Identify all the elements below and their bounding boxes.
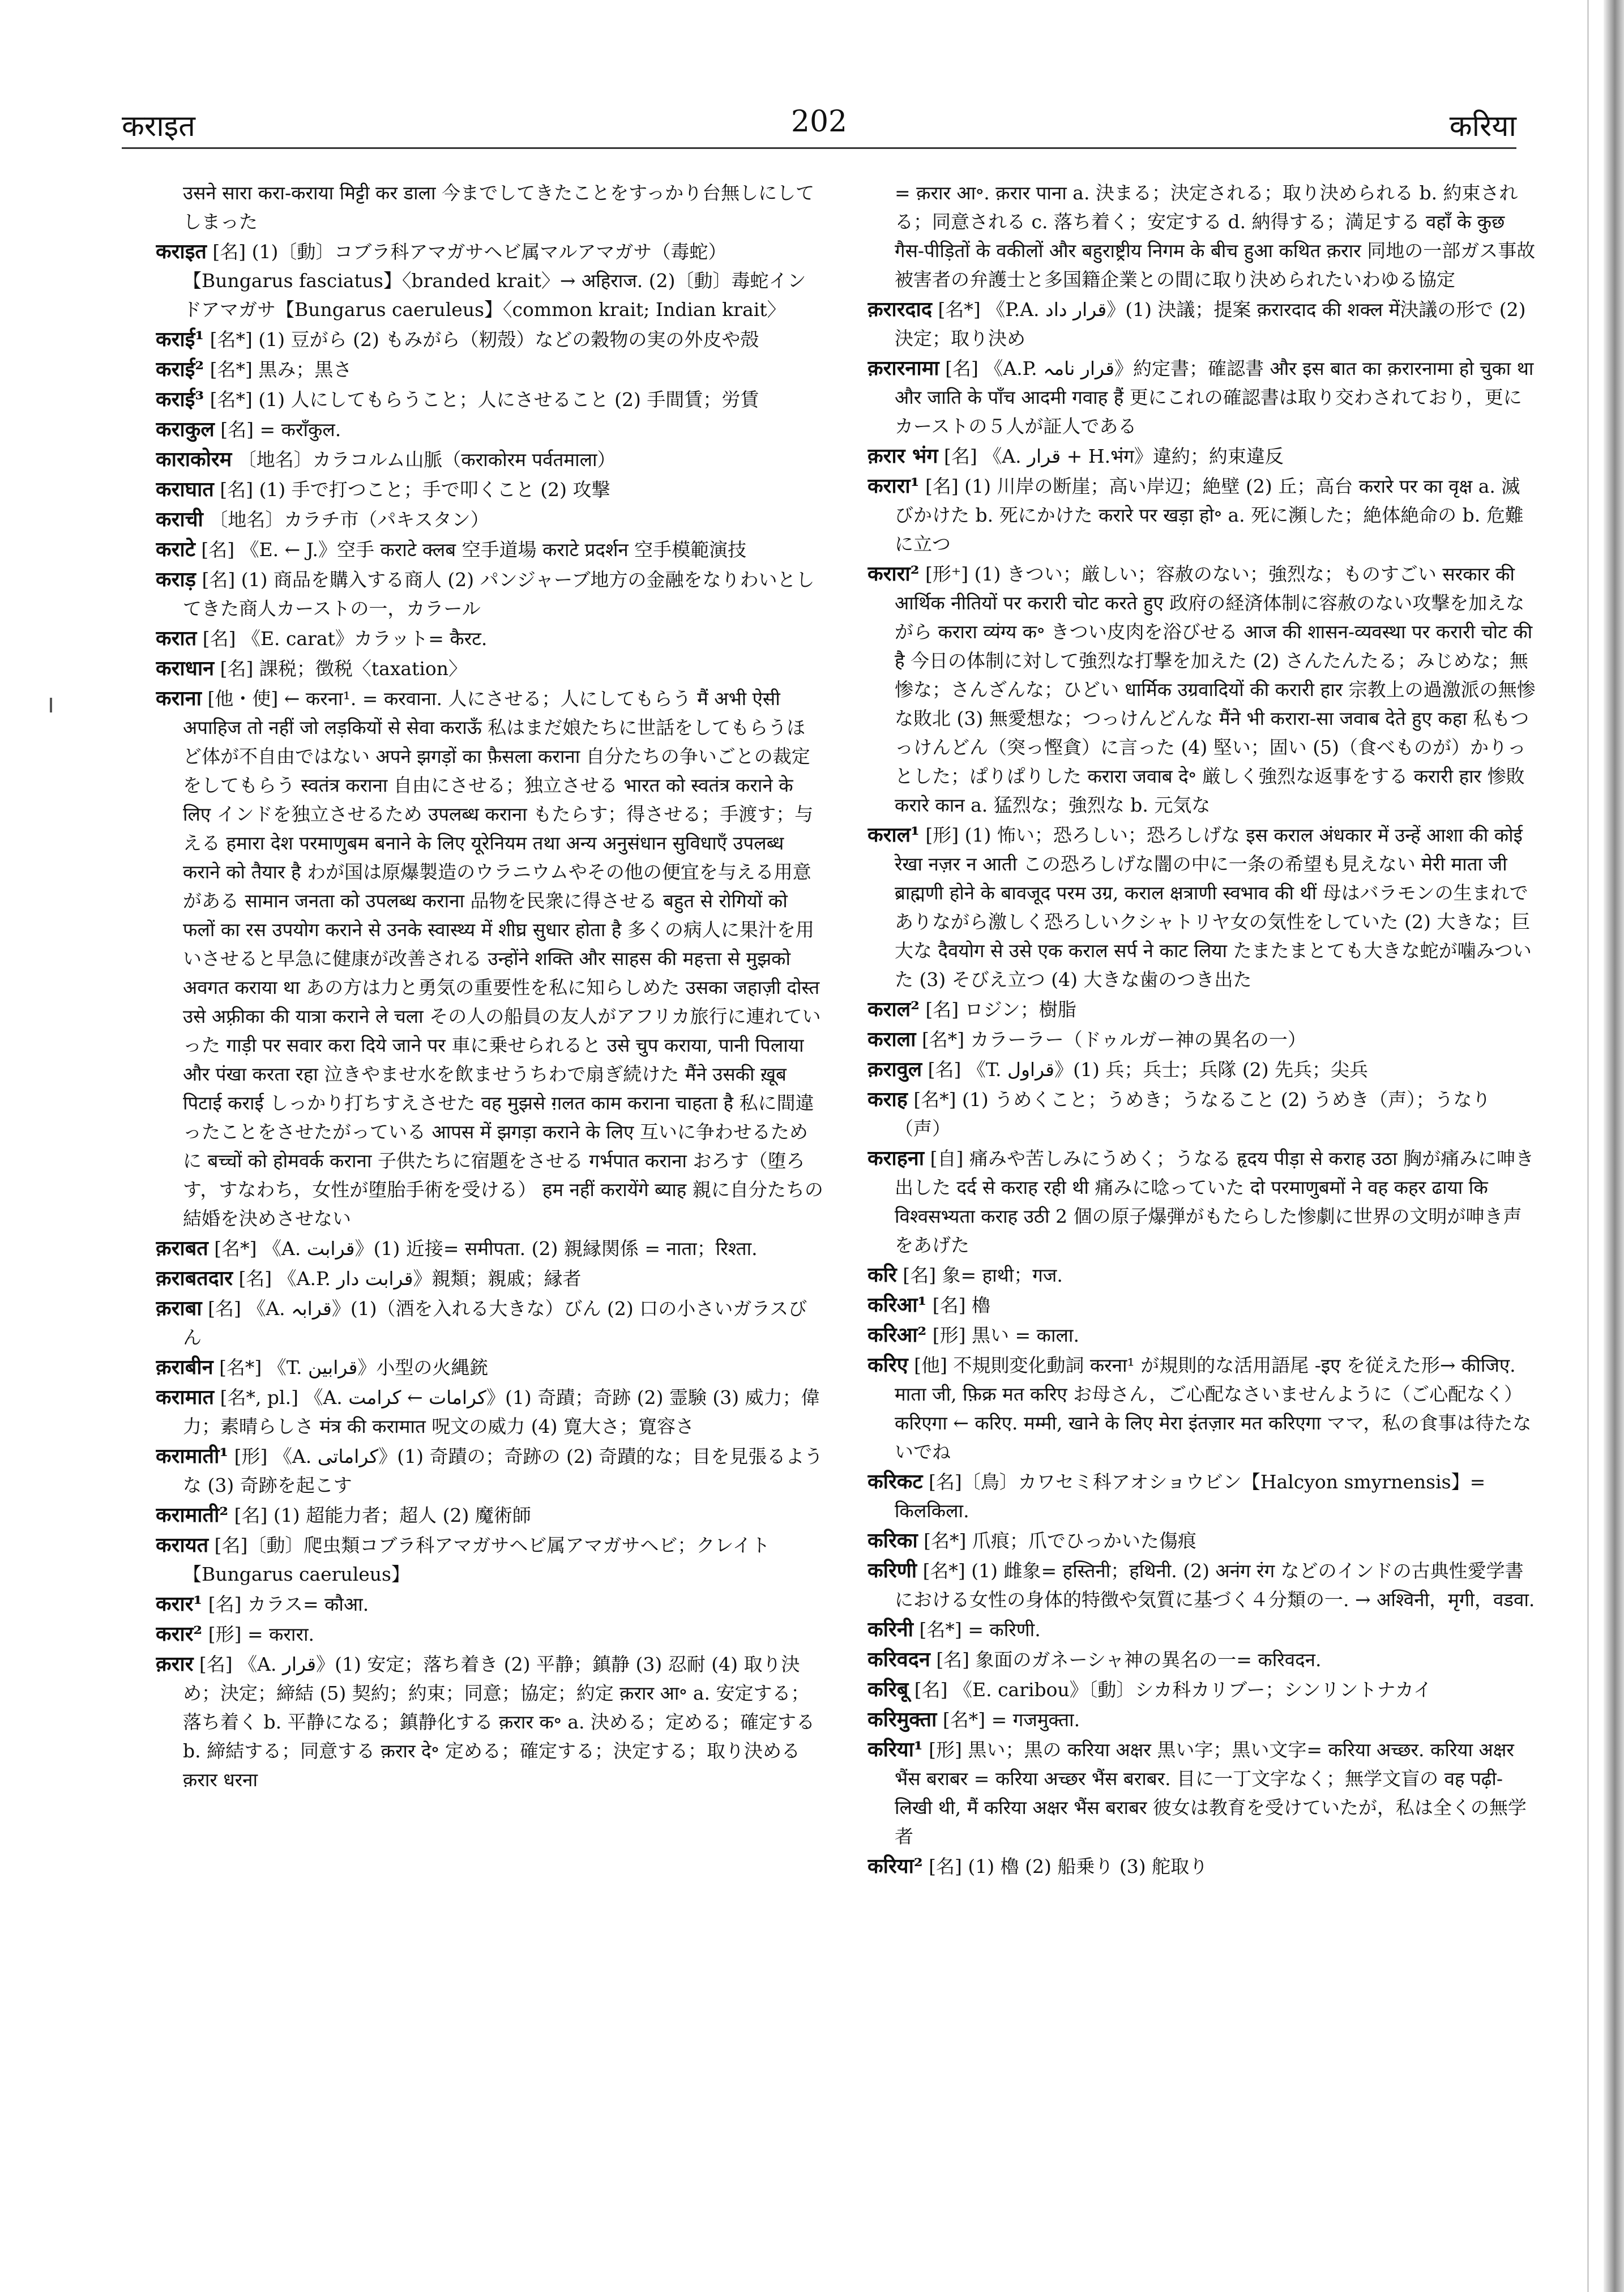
entry-headword: कराई³ [156,387,204,411]
entry-definition: उसने सारा करा-कराया मिट्टी कर डाला 今までしてきたことをすっかり台無しにしてしまった [183,182,815,233]
dictionary-entry [867,1467,1536,1525]
entry-headword: करिनी [867,1617,914,1641]
entry-headword: क़राबत [156,1236,208,1260]
entry-headword: कराड़ [156,567,196,591]
entry-headword: कराला [867,1027,916,1051]
entry-definition: [形] 黒い = काला. [932,1324,1079,1346]
entry-definition: [名] = कराँकुल. [220,419,341,441]
dictionary-entry [867,995,1536,1024]
dictionary-entry [867,1085,1536,1143]
dictionary-entry [867,442,1536,471]
dictionary-entry [156,325,824,354]
dictionary-entry [156,355,824,384]
entry-headword: कराल¹ [867,823,920,847]
entry-headword: करार² [156,1622,203,1646]
dictionary-entry [867,354,1536,441]
entry-headword: करिबू [867,1678,909,1701]
dictionary-entry [867,1705,1536,1734]
entry-headword: करिका [867,1529,918,1552]
entry-definition: [名]〔鳥〕カワセミ科アオショウビン【Halcyon smyrnensis】= किलकिला. [895,1471,1486,1522]
running-header [122,105,1516,149]
entry-definition: [他・使] ← करना¹. = करवाना. 人にさせる；人にしてもらう मैं अभी ऐसी अपाहिज तो नहीं जो लड़कियों से सेवा कराऊँ 私はまだ娘たちに世話をしてもらうほど体が不自由ではない अपने झगड़ों का फ़ैसला कराना 自分たちの争いごとの裁定をしてもらう स्वतंत्र कराना 自由にさせる；独立させる भारत को स्वतंत्र कराने के लिए インドを独立させるため उपलब्ध कराना もたらす；得させる；手渡す；与える हमारा देश परमाणुबम बनाने के लिए यूरेनियम तथा अन्य अनुसंधान सुविधाएँ उपलब्ध कराने को तैयार है わが国は原爆製造のウラニウムやその他の便宜を与える用意がある सामान जनता को उपलब्ध कराना 品物を民衆に得させる बहुत से रोगियों को फलों का रस उपयोग कराने से उनके स्वास्थ्य में शीघ्र सुधार होता है 多くの病人に果汁を用いさせると早急に健康が改善される उन्होंने शक्ति और साहस की महत्ता से मुझको अवगत कराया था あの方は力と勇気の重要性を私に知らしめた उसका जहाज़ी दोस्त उसे अफ़्रीका की यात्रा कराने ले चला その人の船員の友人がアフリカ旅行に連れていった गाड़ी पर सवार करा दिये जाने पर 車に乗せられると उसे चुप कराया, पानी पिलाया और पंखा करता रहा 泣きやませ水を飲ませうちわで扇ぎ続けた मैंने उसकी ख़ूब पिटाई कराई しっかり打ちすえさせた वह मुझसे ग़लत काम कराना चाहता है 私に間違ったことをさせたがっている आपस में झगड़ा कराने के लिए 互いに争わせるために बच्चों को होमवर्क कराना 子供たちに宿題をさせる गर्भपात कराना おろす（堕ろす，すなわち，女性が堕胎手術を受ける） हम नहीं करायेंगे ब्याह 親に自分たちの結婚を決めさせない [183,688,823,1230]
entry-headword: क़राबतदार [156,1266,233,1290]
entry-definition: [名*] (1) 雌象= हस्तिनी；हथिनी. (2) अनंग रंग などのインドの古典性愛学書における女性の身体的特徴や気質に基づく４分類の一. → अश्विनी，मृगी，वडवा. [895,1560,1535,1611]
entry-headword: काराकोरम [156,447,232,471]
entry-headword: करि [867,1263,897,1287]
entry-headword: कराधान [156,656,215,680]
entry-definition: [名] 《T. قراول》(1) 兵；兵士；兵隊 (2) 先兵；尖兵 [928,1058,1369,1081]
entry-definition: [形⁺] (1) きつい；厳しい；容赦のない；強烈な；ものすごい सरकार की आर्थिक नीतियों पर करारी चोट करते हुए 政府の経済体制に容赦のない攻撃を加えながら करारा व्यंग्य क॰ きつい皮肉を浴びせる आज की शासन-व्यवस्था पर करारी चोट की है 今日の体制に対して強烈な打撃を加えた (2) さんたんたる；みじめな；無惨な；さんざんな；ひどい धार्मिक उग्रवादियों की करारी हार 宗教上の過激派の無惨な敗北 (3) 無愛想な；つっけんどんな मैंने भी करारा-सा जवाब देते हुए कहा 私もつっけんどん（突っ慳貪）に言った (4) 堅い；固い (5)（食べものが）かりっとした；ぱりぱりした करारा जवाब दे॰ 厳しく強烈な返事をする करारी हार 惨敗 करारे कान a. 猛烈な；強烈な b. 元気な [895,563,1536,816]
entry-headword: क़रार भंग [867,444,938,468]
entry-definition: [名] 《A. قرار》(1) 安定；落ち着き (2) 平静；鎮静 (3) 忍耐 (4) 取り決め；決定；締結 (5) 契約；約束；同意；協定；約定 क़रार आ॰ a. 安定する；落ち着く b. 平静になる；鎮静化する क़रार क॰ a. 決める；定める；確定する b. 締結する；同意する क़रार दे॰ 定める；確定する；決定する；取り決める क़रार धरना [183,1653,815,1791]
entry-definition: [他] 不規則変化動詞 करना¹ が規則的な活用語尾 -इए を従えた形→ कीजिए. माता जी, फ़िक्र मत करिए お母さん，ご心配なさいませんように（ご心配なく） करिएगा ← करिए. मम्मी, खाने के लिए मेरा इंतज़ार मत करिएगा ママ，私の食事は待たないでね [895,1354,1532,1463]
entry-headword: करारा² [867,562,920,586]
dictionary-entry [867,472,1536,558]
dictionary-entry [156,1383,824,1441]
entry-definition: [形] (1) 怖い；恐ろしい；恐ろしげな इस कराल अंधकार में उन्हें आशा की कोई रेखा नज़र न आती この恐ろしげな闇の中に一条の希望も見えない मेरी माता जी ब्राह्मणी होने के बावजूद परम उग्र, कराल क्षत्राणी स्वभाव की थीं 母はバラモンの生まれでありながら激しく恐ろしいクシャトリヤ女の気性をしていた (2) 大きな；巨大な दैवयोग से उसे एक कराल सर्प ने काट लिया たまたまとても大きな蛇が噛みついた (3) そびえ立つ (4) 大きな歯のつき出た [895,824,1532,991]
entry-definition: [名*] 黒み；黒さ [210,358,352,381]
dictionary-entry [156,1590,824,1619]
dictionary-entry [156,1294,824,1352]
dictionary-entry [156,178,824,236]
entry-definition: [名] (1) 超能力者；超人 (2) 魔術師 [234,1504,531,1526]
entry-headword: क़राबीन [156,1355,213,1379]
entry-headword: करिकट [867,1470,923,1493]
entry-headword: करिया¹ [867,1738,923,1761]
entry-definition: [形] = करारा. [208,1623,315,1645]
entry-definition: [名*] = गजमुक्ता. [942,1709,1080,1731]
dictionary-entry [156,1353,824,1382]
dictionary-entry [156,1620,824,1649]
dictionary-entry [156,1442,824,1500]
entry-definition: [名] 《E. ← J.》空手 कराटे क्लब 空手道場 कराटे प्रदर्शन 空手模範演技 [201,539,747,561]
entry-definition: [名] (1) 商品を購入する商人 (2) パンジャーブ地方の金融をなりわいとしてきた商人カーストの一，カラール [183,569,815,620]
entry-definition: [名*] 《P.A. قرار داد》(1) 決議；提案 क़रारदाद की शक्ल में決議の形で (2) 決定；取り決め [895,298,1526,349]
entry-definition: [名*, pl.] 《A. کرامات ← کرامت》(1) 奇蹟；奇跡 (2) 霊験 (3) 威力；偉力；素晴らしさ मंत्र की करामात 呪文の威力 (4) 寛大さ；寛容さ [183,1386,820,1437]
dictionary-entry [867,1675,1536,1704]
dictionary-entry [867,178,1536,294]
dictionary-entry [156,565,824,623]
entry-headword: कराई² [156,357,204,381]
entry-headword: करिया² [867,1854,923,1878]
entry-definition: [名] カラス= कौआ. [208,1593,369,1615]
dictionary-entry [867,1055,1536,1084]
entry-headword: क़रारदाद [867,297,932,321]
dictionary-entry [867,1645,1536,1674]
entry-definition: [名] 《A. قرار + H.भंग》違約；約束違反 [944,445,1284,467]
entry-definition: 〔地名〕カラコルム山脈（कराकोरम पर्वतमाला） [237,449,616,471]
entry-headword: कराकुल [156,417,215,441]
entry-headword: कराटे [156,537,195,561]
entry-headword: करामाती¹ [156,1444,229,1468]
entry-headword: क़रार [156,1652,194,1676]
entry-definition: [名] (1) 川岸の断崖；高い岸辺；絶壁 (2) 丘；高台 करारे पर का वृक्ष a. 滅びかけた b. 死にかけた करारे पर खड़ा हो॰ a. 死に瀕した；絶体絶命の b. 危難に立つ [895,475,1524,555]
entry-definition: [名*] 爪痕；爪でひっかいた傷痕 [924,1530,1196,1552]
entry-headword: कराल² [867,997,920,1021]
entry-definition: 〔地名〕カラチ市（パキスタン） [209,509,489,531]
margin-mark [50,698,52,712]
entry-headword: करिआ¹ [867,1293,927,1317]
entry-headword: करिणी [867,1559,917,1582]
dictionary-entry [156,385,824,414]
dictionary-entry [156,624,824,653]
entry-definition: [形] 《A. کراماتی》(1) 奇蹟の；奇跡の (2) 奇蹟的な；目を見張るような (3) 奇跡を起こす [183,1445,823,1496]
dictionary-entry [867,1144,1536,1260]
entry-definition: = क़रार आ॰. क़रार पाना a. 決まる；決定される；取り決められる b. 約束される；同意される c. 落ち着く；安定する d. 納得する；満足する वहाँ के कुछ गैस-पीड़ितों के वकीलों और बहुराष्ट्रीय निगम के बीच हुआ कथित क़रार 同地の一部ガス事故被害者の弁護士と多国籍企業との間に取り決められたいわゆる協定 [895,182,1536,291]
entry-definition: [名*] = करिणी. [919,1619,1041,1641]
entry-headword: कराइत [156,240,207,263]
dictionary-entry [156,1650,824,1794]
entry-headword: क़राबा [156,1296,202,1320]
entry-headword: करिआ² [867,1323,927,1347]
dictionary-entry [156,684,824,1233]
dictionary-entry [156,1531,824,1589]
dictionary-entry [867,560,1536,820]
guide-word-left: कराइत [122,109,195,143]
entry-definition: [名] 象面のガネーシャ神の異名の一= करिवदन. [936,1649,1322,1671]
dictionary-entry [156,535,824,564]
dictionary-entry [867,1261,1536,1290]
entry-definition: [名*] 《A. قرابت》(1) 近接= समीपता. (2) 親縁関係 = नाता；रिश्ता. [214,1237,758,1260]
dictionary-entry [867,821,1536,994]
entry-headword: करारा¹ [867,474,920,498]
dictionary-entry [156,237,824,324]
entry-headword: कराह [867,1087,908,1111]
entry-definition: [名] 《A. قرابہ》(1)（酒を入れる大きな）びん (2) 口の小さいガラスびん [183,1297,807,1348]
entry-definition: [名] 《A.P. قرار نامہ》約定書；確認書 और इस बात का क़रारनामा हो चुका था और जाति के पाँच आदमी गवाह हैं 更にこれの確認書は取り交わされており，更にカーストの５人が証人である [895,357,1534,437]
entry-definition: [名] 象= हाथी；गज. [903,1264,1063,1286]
dictionary-entry [156,654,824,683]
dictionary-entry [867,1615,1536,1644]
entry-headword: कराई¹ [156,327,204,351]
entry-definition: [名] (1)〔動〕コブラ科アマガサヘビ属マルアマガサ（毒蛇）【Bungarus fasciatus】〈branded krait〉→ अहिराज. (2)〔動〕毒蛇インドアマガサ【Bungarus caeruleus】〈common krait; Indian krait〉 [183,241,806,321]
dictionary-entry [867,1556,1536,1614]
entry-definition: [名*] (1) 豆がら (2) もみがら（籾殻）などの穀物の実の外皮や殻 [210,328,759,351]
entry-headword: कराची [156,507,203,531]
entry-headword: करार¹ [156,1592,203,1616]
entry-headword: करायत [156,1533,209,1557]
dictionary-entry [156,1234,824,1263]
page-gutter-line [1587,0,1589,2292]
entry-definition: [名] 櫓 [932,1294,991,1316]
entry-definition: [自] 痛みや苦しみにうめく；うなる हृदय पीड़ा से कराह उठा 胸が痛みに呻き出した दर्द से कराह रही थी 痛みに唸っていた दो परमाणुबमों ने वह कहर ढाया कि विश्वसभ्यता कराह उठी 2 個の原子爆弾がもたらした惨劇に世界の文明が呻き声をあげた [895,1147,1535,1256]
left-column [156,178,824,2195]
dictionary-entry [867,1526,1536,1555]
dictionary-entry [867,295,1536,353]
page-number: 202 [790,105,848,139]
entry-definition: [名] 《E. caribou》〔動〕シカ科カリブー；シンリントナカイ [914,1679,1432,1701]
entry-definition: [名] (1) 手で打つこと；手で叩くこと (2) 攻撃 [220,479,610,501]
right-column [867,178,1536,2195]
entry-headword: कराहना [867,1146,925,1170]
guide-word-right: करिया [1449,109,1516,143]
page-edge-shadow [1604,0,1624,2292]
entry-definition: [名*] 《T. قرابين》小型の火縄銃 [219,1356,489,1378]
entry-definition: [名] (1) 櫓 (2) 船乗り (3) 舵取り [929,1855,1208,1877]
dictionary-entry [156,415,824,444]
entry-headword: करिमुक्ता [867,1708,937,1731]
entry-definition: [名*] (1) 人にしてもらうこと；人にさせること (2) 手間賃；労賃 [210,389,759,411]
entry-headword: करामात [156,1385,215,1409]
entry-headword: क़रारनामा [867,356,939,380]
entry-definition: [形] 黒い；黒の करिया अक्षर 黒い字；黒い文字= करिया अच्छर. करिया अक्षर भैंस बराबर = करिया अच्छर भैंस बराबर. 目に一丁文字なく；無学文盲の वह पढ़ी-लिखी थी, मैं करिया अक्षर भैंस बराबर 彼女は教育を受けていたが，私は全くの無学者 [895,1739,1527,1847]
dictionary-entry [867,1291,1536,1320]
entry-headword: कराना [156,686,202,710]
entry-definition: [名] 課税；徴税〈taxation〉 [220,658,468,680]
entry-definition: [名] ロジン；樹脂 [925,998,1076,1021]
entry-headword: कराघात [156,477,214,501]
dictionary-entry [156,505,824,534]
entry-definition: [名] 《A.P. قرابت دار》親類；親戚；縁者 [238,1267,582,1290]
dictionary-entry [867,1025,1536,1054]
entry-headword: क़रावुल [867,1057,922,1081]
dictionary-entry [867,1852,1536,1881]
entry-headword: करामाती² [156,1503,229,1527]
dictionary-entry [867,1321,1536,1350]
dictionary-entry [867,1735,1536,1851]
entry-definition: [名*] (1) うめくこと；うめき；うなること (2) うめき（声）；うなり（声） [895,1089,1491,1139]
dictionary-entry [867,1351,1536,1466]
entry-definition: [名*] カラーラー（ドゥルガー神の異名の一） [921,1028,1306,1051]
entry-headword: करिए [867,1353,908,1377]
dictionary-entry [156,475,824,504]
dictionary-entry [156,445,824,474]
entry-headword: करिवदन [867,1647,930,1671]
entry-headword: करात [156,626,197,650]
dictionary-entry [156,1264,824,1293]
entry-definition: [名] 《E. carat》カラット= कैरट. [202,628,488,650]
dictionary-entry [156,1501,824,1530]
entry-definition: [名]〔動〕爬虫類コブラ科アマガサヘビ属アマガサヘビ；クレイト【Bungarus caeruleus】 [183,1534,770,1585]
